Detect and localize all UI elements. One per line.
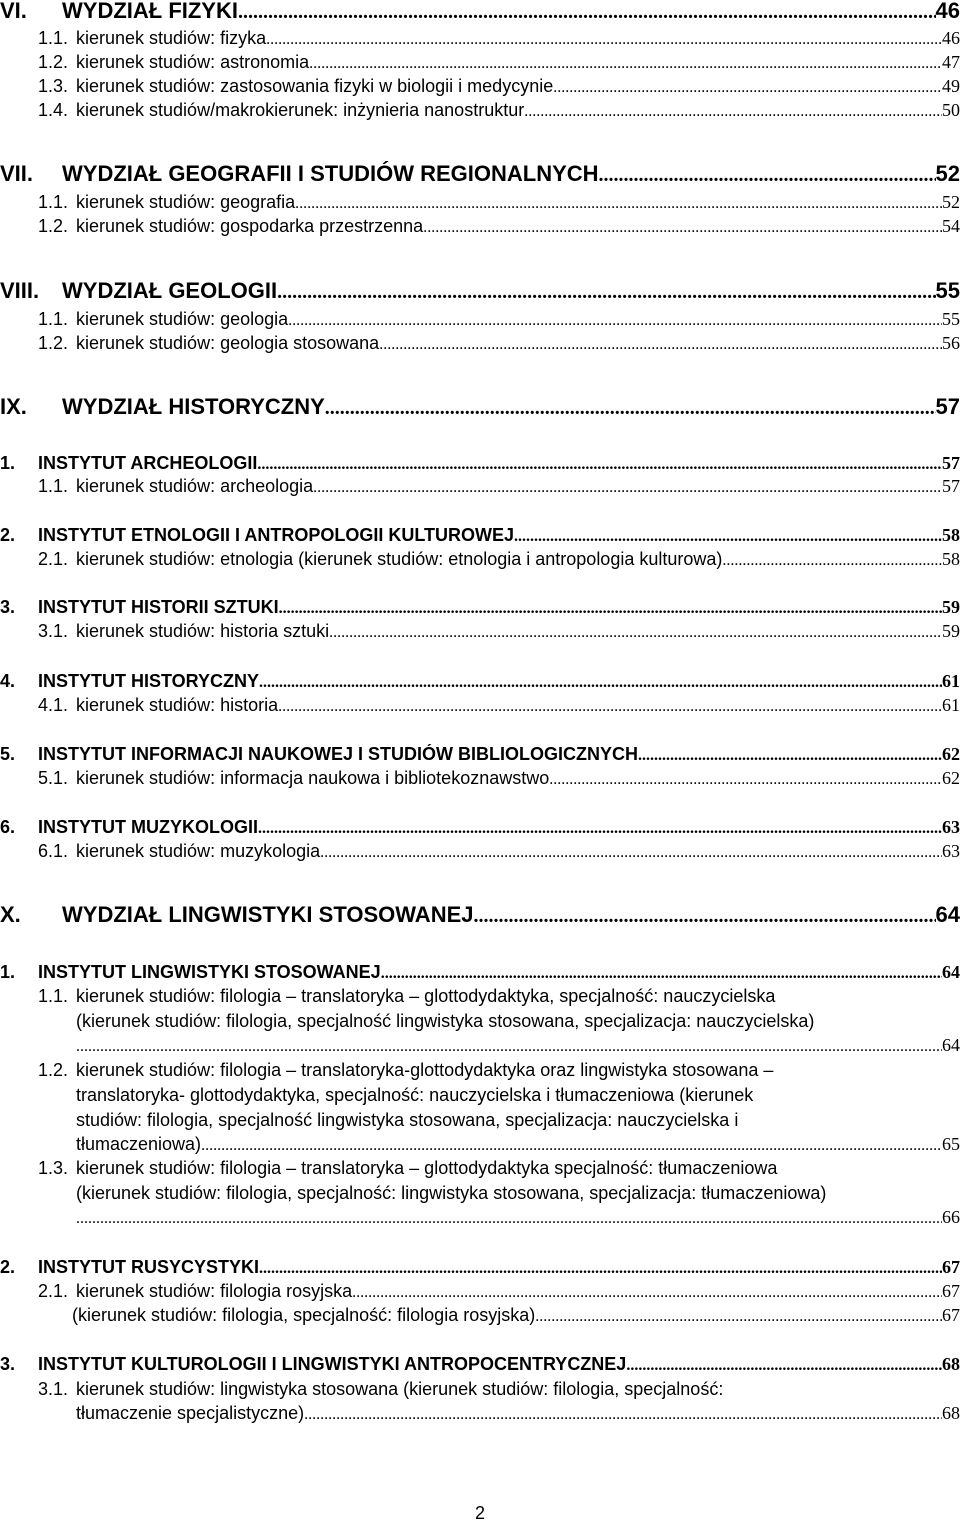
toc-entry-multiline-line3[interactable]: ..... 64 (0, 1035, 960, 1059)
toc-entry-part[interactable]: VIII. WYDZIAŁ GEOLOGII ..... 55 (0, 278, 960, 308)
toc-entry-institute[interactable]: 6. INSTYTUT MUZYKOLOGII ..... 63 (0, 817, 960, 841)
toc-entry[interactable]: 1.1. kierunek studiów: geografia ..... 52 (0, 192, 960, 216)
toc-entry[interactable]: 1.1. kierunek studiów: geologia ..... 55 (0, 309, 960, 333)
toc-entry[interactable]: 2.1. kierunek studiów: filologia rosyjska ..... 67 (0, 1281, 960, 1305)
toc-entry-institute[interactable]: 2. INSTYTUT RUSYCYSTYKI ..... 67 (0, 1257, 960, 1281)
toc-entry-multiline-line2[interactable]: (kierunek studiów: filologia, specjalność: lingwistyka stosowana, specjalizacja: tłumaczeniowa) (76, 1183, 827, 1203)
toc-entry[interactable]: 1.4. kierunek studiów/makrokierunek: inżynieria nanostruktur ..... 50 (0, 100, 960, 124)
toc-entry[interactable]: 2.1. kierunek studiów: etnologia (kierunek studiów: etnologia i antropologia kulturowa) ..... 58 (0, 549, 960, 573)
toc-entry-part[interactable]: VI. WYDZIAŁ FIZYKI ..... 46 (0, 0, 960, 28)
toc-entry-multiline-line3[interactable]: ..... 66 (0, 1207, 960, 1231)
toc-entry-multiline-line3[interactable]: studiów: filologia, specjalność lingwistyka stosowana, specjalizacja: nauczycielska i (76, 1110, 739, 1130)
toc-entry-institute[interactable]: 5. INSTYTUT INFORMACJI NAUKOWEJ I STUDIÓW BIBLIOLOGICZNYCH ..... 62 (0, 744, 960, 768)
toc-entry-multiline-line2[interactable]: (kierunek studiów: filologia, specjalność lingwistyka stosowana, specjalizacja: nauczycielska) (76, 1011, 815, 1031)
toc-entry[interactable]: 1.2. kierunek studiów: astronomia ..... 47 (0, 52, 960, 76)
toc-entry-part[interactable]: X. WYDZIAŁ LINGWISTYKI STOSOWANEJ ..... 64 (0, 902, 960, 932)
toc-entry[interactable]: 1.2. kierunek studiów: gospodarka przestrzenna ..... 54 (0, 216, 960, 240)
toc-entry[interactable]: 1.1. kierunek studiów: fizyka ..... 46 (0, 28, 960, 52)
toc-entry-multiline-line2[interactable]: tłumaczenie specjalistyczne) ..... 68 (0, 1403, 960, 1427)
toc-entry-institute[interactable]: 3. INSTYTUT KULTUROLOGII I LINGWISTYKI ANTROPOCENTRYCZNEJ ..... 68 (0, 1354, 960, 1378)
toc-entry-part[interactable]: VII. WYDZIAŁ GEOGRAFII I STUDIÓW REGIONALNYCH ..... 52 (0, 161, 960, 191)
toc-entry-multiline-line4[interactable]: tłumaczeniowa) ..... 65 (0, 1134, 960, 1158)
toc-entry-institute[interactable]: 3. INSTYTUT HISTORII SZTUKI ..... 59 (0, 597, 960, 621)
toc-entry-institute[interactable]: 1. INSTYTUT LINGWISTYKI STOSOWANEJ ..... 64 (0, 962, 960, 986)
toc-entry-multiline-line1[interactable]: 1.1. kierunek studiów: filologia – translatoryka – glottodydaktyka, specjalność: nauczycielska (38, 986, 776, 1006)
toc-entry-institute[interactable]: 1. INSTYTUT ARCHEOLOGII ..... 57 (0, 453, 960, 477)
toc-entry[interactable]: 4.1. kierunek studiów: historia ..... 61 (0, 695, 960, 719)
toc-entry[interactable]: 6.1. kierunek studiów: muzykologia ..... 63 (0, 841, 960, 865)
toc-entry-multiline-line1[interactable]: 1.3. kierunek studiów: filologia – translatoryka – glottodydaktyka specjalność: tłumaczeniowa (38, 1158, 778, 1178)
toc-entry[interactable]: 1.3. kierunek studiów: zastosowania fizyki w biologii i medycynie ..... 49 (0, 76, 960, 100)
toc-entry-part[interactable]: IX. WYDZIAŁ HISTORYCZNY ..... 57 (0, 394, 960, 424)
toc-entry-institute[interactable]: 2. INSTYTUT ETNOLOGII I ANTROPOLOGII KULTUROWEJ ..... 58 (0, 525, 960, 549)
toc-entry[interactable]: 3.1. kierunek studiów: historia sztuki ..... 59 (0, 621, 960, 645)
page-number: 2 (474, 1503, 485, 1523)
toc-entry-institute[interactable]: 4. INSTYTUT HISTORYCZNY ..... 61 (0, 671, 960, 695)
toc-entry-multiline-line2[interactable]: translatoryka- glottodydaktyka, specjalność: nauczycielska i tłumaczeniowa (kierunek (76, 1085, 754, 1105)
toc-entry-multiline-line1[interactable]: 3.1. kierunek studiów: lingwistyka stosowana (kierunek studiów: filologia, specjalność: (38, 1379, 724, 1399)
toc-entry-multiline-line1[interactable]: 1.2. kierunek studiów: filologia – translatoryka-glottodydaktyka oraz lingwistyka stosowana – (38, 1060, 774, 1080)
toc-entry[interactable]: 1.2. kierunek studiów: geologia stosowana ..... 56 (0, 333, 960, 357)
toc-entry[interactable]: 5.1. kierunek studiów: informacja naukowa i bibliotekoznawstwo ..... 62 (0, 768, 960, 792)
toc-entry[interactable]: 1.1. kierunek studiów: archeologia ..... 57 (0, 476, 960, 500)
toc-entry-continuation[interactable]: (kierunek studiów: filologia, specjalność: filologia rosyjska) ..... 67 (0, 1305, 960, 1329)
